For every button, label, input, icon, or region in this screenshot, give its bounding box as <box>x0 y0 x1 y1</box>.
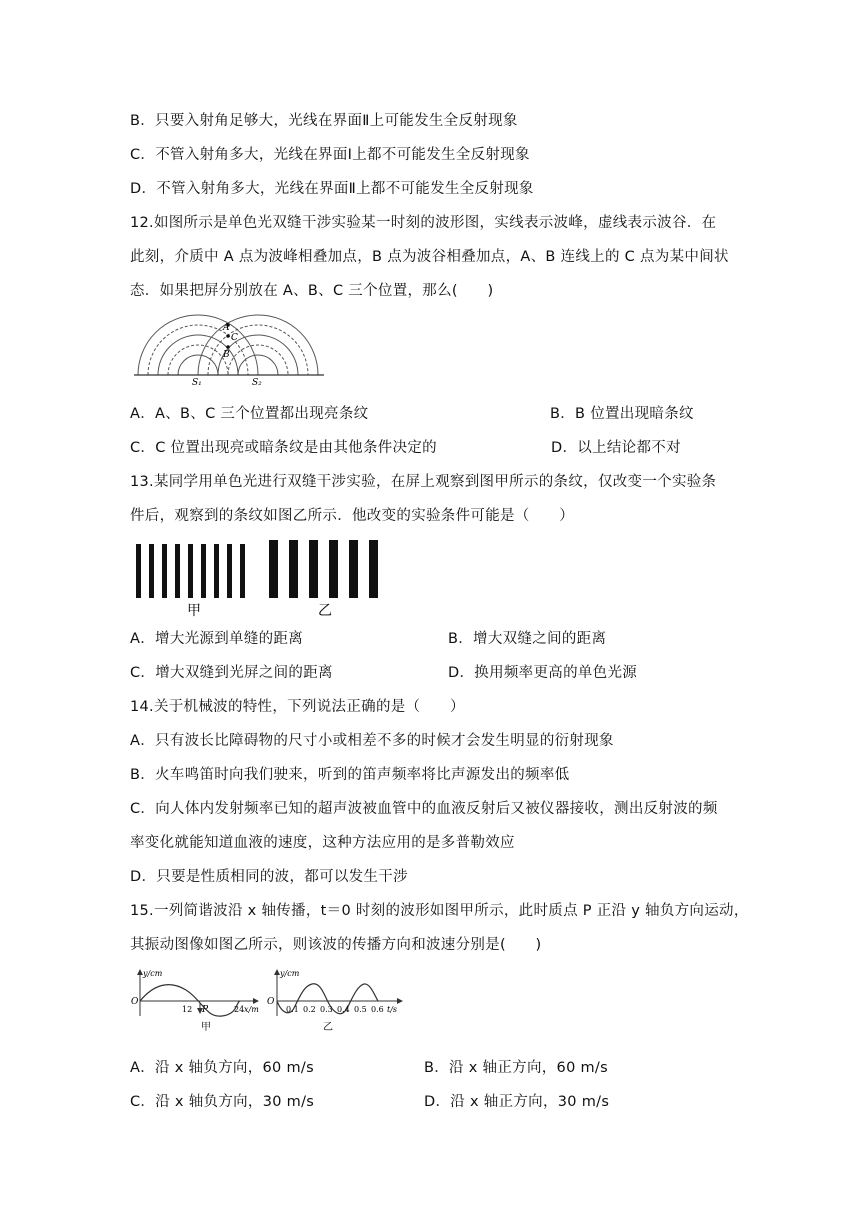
yi-tick-03: 0.3 <box>320 1005 333 1014</box>
label-yi: 乙 <box>318 603 332 619</box>
fringe-yi-5 <box>349 540 358 598</box>
q14-stem: 14.关于机械波的特性，下列说法正确的是（ ） <box>130 699 465 715</box>
q13-option-b: B．增大双缝之间的距离 <box>448 631 607 647</box>
jia-xunit: x/m <box>244 1005 259 1014</box>
point-b-dot <box>226 345 230 349</box>
q12-option-b: B．B 位置出现暗条纹 <box>550 406 694 422</box>
graph-jia <box>131 969 259 1033</box>
jia-p-label: P <box>202 1005 209 1015</box>
fringe-yi-6 <box>369 540 378 598</box>
label-s1: S₁ <box>192 378 202 388</box>
jia-ylabel: y/cm <box>143 969 163 978</box>
q12-interference-figure <box>130 305 330 388</box>
fringe-jia-3 <box>162 544 167 598</box>
fringe-yi-4 <box>329 540 338 598</box>
q11-option-d: D．不管入射角多大，光线在界面Ⅱ上都不可能发生全反射现象 <box>130 181 534 197</box>
q13-option-d: D．换用频率更高的单色光源 <box>448 665 638 681</box>
jia-tick-12: 12 <box>182 1005 193 1014</box>
q12-option-a: A．A、B、C 三个位置都出现亮条纹 <box>130 406 369 422</box>
yi-tick-06: 0.6 <box>371 1005 384 1014</box>
q13-stem-line2: 件后，观察到的条纹如图乙所示．他改变的实验条件可能是（ ） <box>130 508 574 524</box>
graph-yi <box>267 969 402 1033</box>
q12-stem-line2: 此刻，介质中 A 点为波峰相叠加点，B 点为波谷相叠加点，A、B 连线上的 C 点为某中间状 <box>130 249 729 265</box>
q13-stem-line1: 13.某同学用单色光进行双缝干涉实验，在屏上观察到图甲所示的条纹，仅改变一个实验条 <box>130 474 717 490</box>
yi-tick-05: 0.5 <box>354 1005 367 1014</box>
point-c-dot <box>226 334 230 338</box>
q15-wave-figure <box>130 966 420 1046</box>
jia-origin: O <box>131 997 139 1007</box>
yi-tick-02: 0.2 <box>303 1005 316 1014</box>
yi-caption: 乙 <box>323 1022 333 1033</box>
fringe-jia-2 <box>149 544 154 598</box>
fringe-jia-8 <box>227 544 232 598</box>
fringe-jia-5 <box>188 544 193 598</box>
label-jia: 甲 <box>187 603 201 619</box>
q12-option-c: C．C 位置出现亮或暗条纹是由其他条件决定的 <box>130 440 437 456</box>
q15-stem-line1: 15.一列简谐波沿 x 轴传播，t＝0 时刻的波形如图甲所示，此时质点 P 正沿 y 轴负方向运动， <box>130 903 749 919</box>
yi-origin: O <box>267 997 275 1007</box>
label-a: A <box>223 323 230 333</box>
yi-ylabel: y/cm <box>280 969 300 978</box>
fringe-jia-1 <box>136 544 141 598</box>
q15-option-c: C．沿 x 轴负方向，30 m/s <box>130 1094 315 1110</box>
q11-option-b: B．只要入射角足够大，光线在界面Ⅱ上可能发生全反射现象 <box>130 113 518 129</box>
label-c: C <box>231 333 238 343</box>
yi-tick-04: 0.4 <box>337 1005 350 1014</box>
q15-stem-line2: 其振动图像如图乙所示，则该波的传播方向和波速分别是( ) <box>130 937 542 953</box>
jia-tick-24: 24 <box>234 1005 245 1014</box>
q15-option-a: A．沿 x 轴负方向，60 m/s <box>130 1060 314 1076</box>
label-s2: S₂ <box>252 378 262 388</box>
fringe-yi-3 <box>309 540 318 598</box>
q12-stem-line1: 12.如图所示是单色光双缝干涉实验某一时刻的波形图，实线表示波峰，虚线表示波谷．在 <box>130 215 717 231</box>
q13-option-c: C．增大双缝到光屏之间的距离 <box>130 665 333 681</box>
label-b: B <box>223 350 230 360</box>
jia-caption: 甲 <box>201 1022 211 1033</box>
q14-option-b: B．火车鸣笛时向我们驶来，听到的笛声频率将比声源发出的频率低 <box>130 767 570 783</box>
q15-option-b: B．沿 x 轴正方向，60 m/s <box>424 1060 608 1076</box>
yi-tunit: t/s <box>387 1005 398 1014</box>
fringe-jia-4 <box>175 544 180 598</box>
fringe-jia-9 <box>240 544 245 598</box>
q11-option-c: C．不管入射角多大，光线在界面Ⅰ上都不可能发生全反射现象 <box>130 147 530 163</box>
yi-tick-01: 0.1 <box>286 1005 299 1014</box>
fringe-jia-6 <box>201 544 206 598</box>
q13-option-a: A．增大光源到单缝的距离 <box>130 631 304 647</box>
fringe-jia-7 <box>214 544 219 598</box>
fringe-yi-1 <box>269 540 278 598</box>
q12-option-d: D．以上结论都不对 <box>551 440 681 456</box>
q12-stem-line3: 态．如果把屏分别放在 A、B、C 三个位置，那么( ) <box>130 283 494 299</box>
q14-option-d: D．只要是性质相同的波，都可以发生干涉 <box>130 869 408 885</box>
q13-fringe-figure <box>132 538 402 618</box>
q14-option-a: A．只有波长比障碍物的尺寸小或相差不多的时候才会发生明显的衍射现象 <box>130 733 614 749</box>
q15-option-d: D．沿 x 轴正方向，30 m/s <box>424 1094 610 1110</box>
q14-option-c-line1: C．向人体内发射频率已知的超声波被血管中的血液反射后又被仪器接收，测出反射波的频 <box>130 801 718 817</box>
fringe-yi-2 <box>289 540 298 598</box>
q14-option-c-line2: 率变化就能知道血液的速度，这种方法应用的是多普勒效应 <box>130 835 515 851</box>
